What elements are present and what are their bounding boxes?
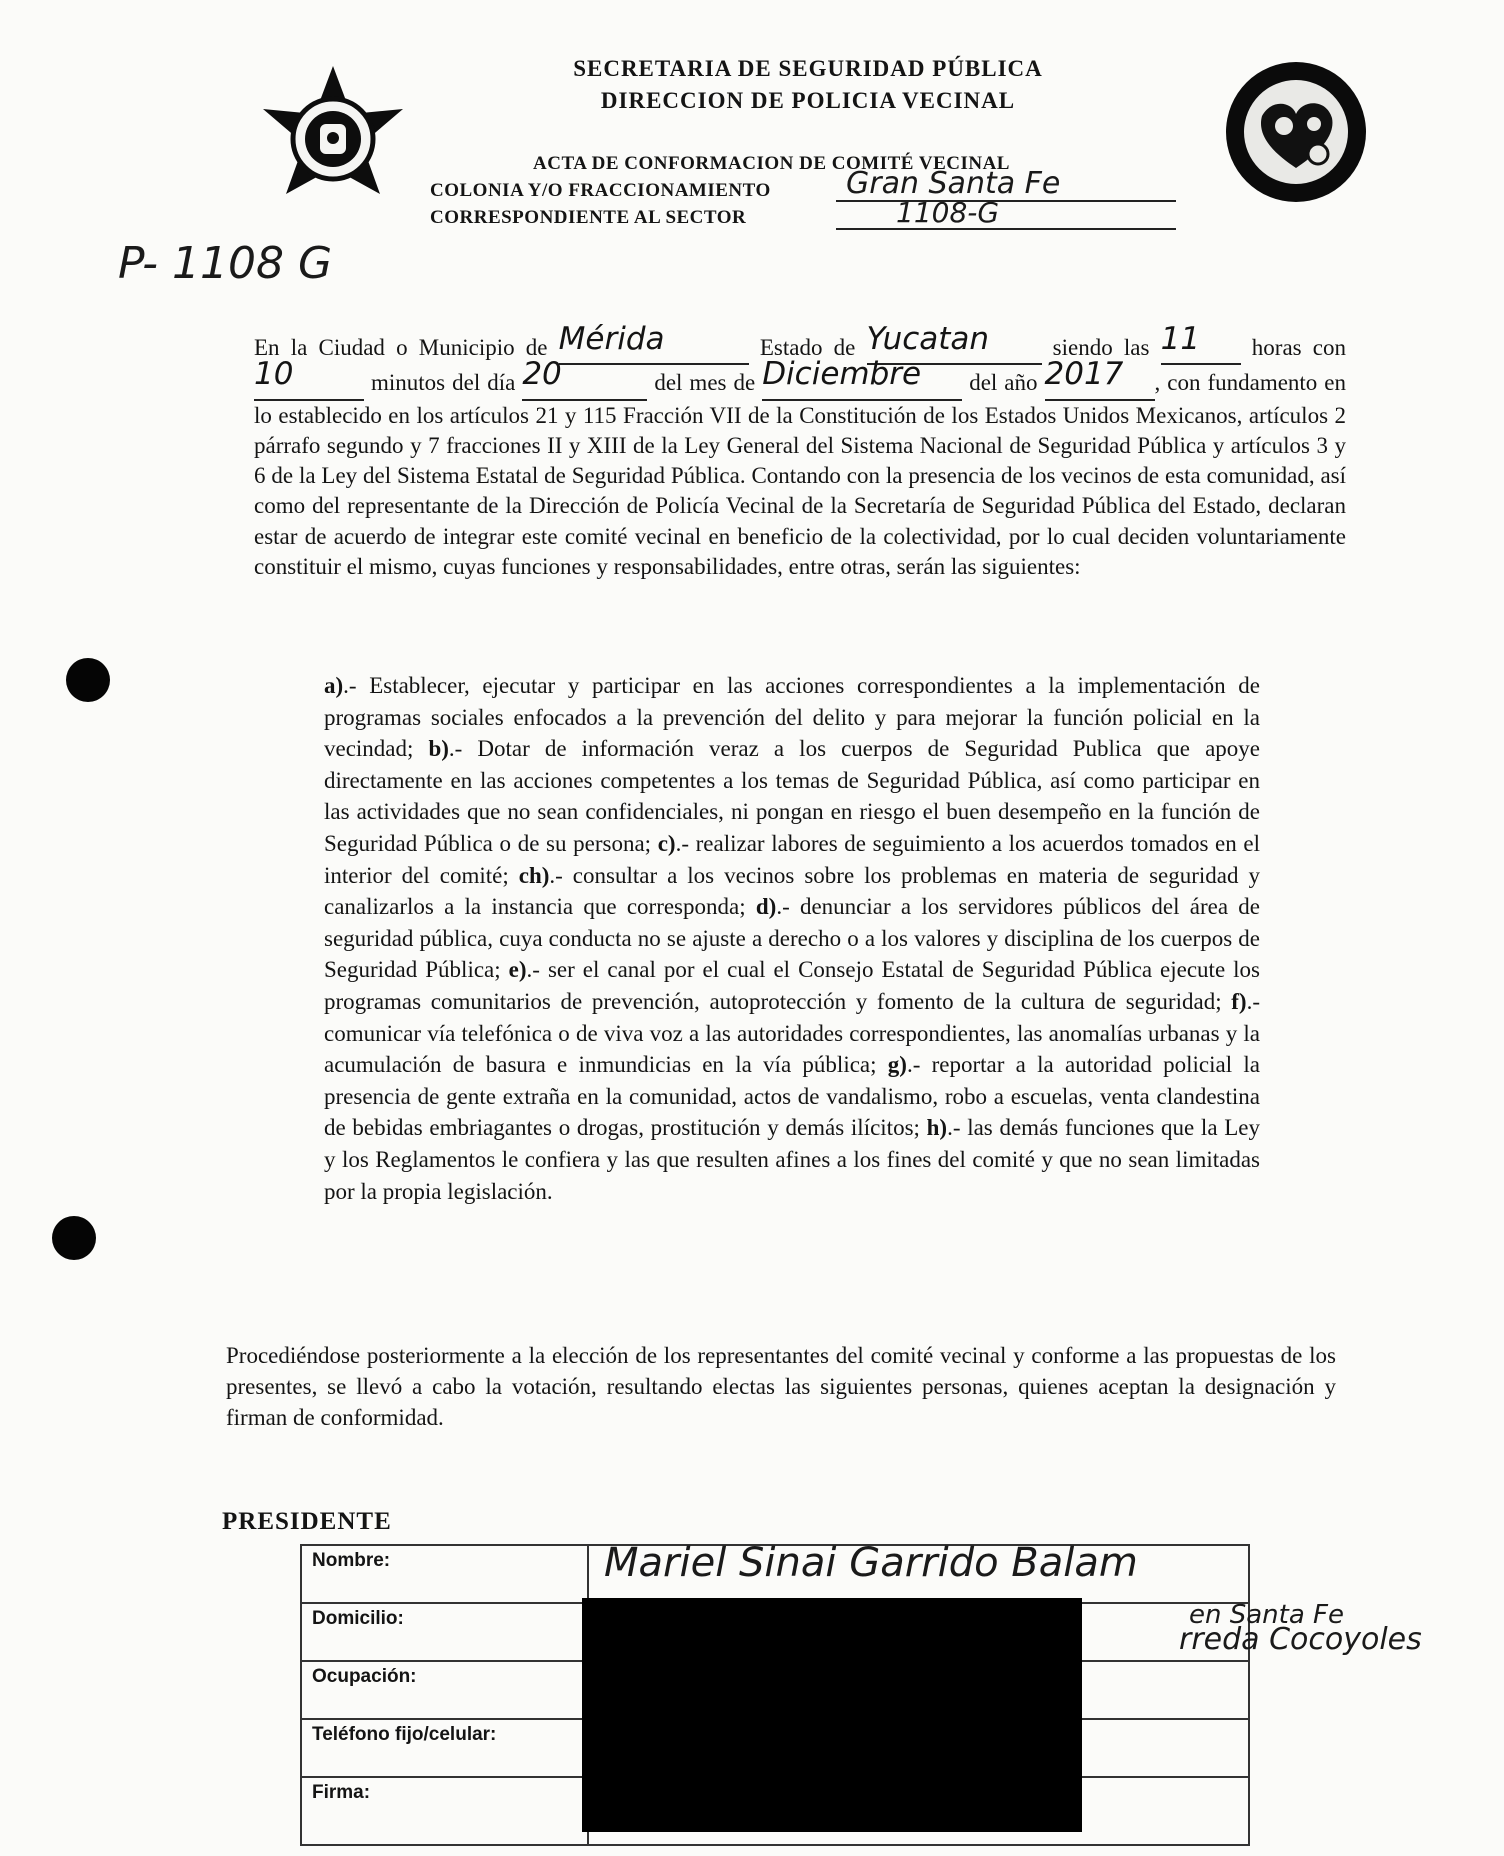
mes-field: Diciembre bbox=[762, 365, 962, 400]
closing-paragraph: Procediéndose posteriormente a la elección de los representantes del comité vecinal y conforme a las propuestas de los presentes, se llevó a cabo la votación, resultando electas las siguientes personas, quienes aceptan la designación y firman de conformidad. bbox=[226, 1343, 1336, 1430]
colonia-label: COLONIA Y/O FRACCIONAMIENTO bbox=[430, 180, 771, 201]
binder-hole-top bbox=[66, 658, 110, 702]
colonia-field bbox=[836, 166, 1176, 202]
binder-hole-bottom bbox=[52, 1216, 96, 1260]
colonia-value: Gran Santa Fe bbox=[846, 166, 1061, 201]
ocupacion-label: Ocupación: bbox=[301, 1661, 588, 1719]
sector-label: CORRESPONDIENTE AL SECTOR bbox=[430, 207, 747, 228]
sector-value: 1108-G bbox=[896, 196, 1000, 229]
vecinal-seal-logo bbox=[1222, 58, 1370, 206]
estado-field: Yucatan bbox=[867, 330, 1042, 365]
header-directorate: DIRECCION DE POLICIA VECINAL bbox=[600, 88, 1016, 113]
hora-field: 11 bbox=[1161, 330, 1241, 365]
domicilio-label: Domicilio: bbox=[301, 1603, 588, 1661]
sector-field bbox=[836, 196, 1176, 230]
anio-field: 2017 bbox=[1045, 365, 1155, 400]
nombre-label: Nombre: bbox=[301, 1545, 588, 1603]
domicilio-value-1: en Santa Fe bbox=[1189, 1600, 1344, 1630]
functions-list: a).- Establecer, ejecutar y participar en las acciones correspondientes a la implementación de programas sociales enfocados a la prevención del delito y para mejorar la función policial en la vecindad; b).- Dotar de información veraz a los cuerpos de Seguridad Publica que apoye directamente en las acciones competentes a los temas de Seguridad Pública, así como participar en las actividades que no sean confidenciales, ni pongan en riesgo el buen desempeño en la función de Seguridad Pública o de su persona; c).- realizar labores de seguimiento a los acuerdos tomados en el interior del comité; ch).- consultar a los vecinos sobre los problemas en materia de seguridad y canalizarlos a la instancia que corresponda; d).- denunciar a los servidores públicos del área de seguridad pública, cuya conducta no se ajuste a derecho o a los valores y disciplina de los cuerpos de Seguridad Pública; e).- ser el canal por el cual el Consejo Estatal de Seguridad Pública ejecute los programas comunitarios de prevención, autoprotección y fomento de la cultura de seguridad; f).- comunicar vía telefónica o de viva voz a las autoridades correspondientes, las anomalías urbanas y la acumulación de basura e inmundicias en la vía pública; g).- reportar a la autoridad policial la presencia de gente extraña en la comunidad, actos de vandalismo, robo a escuelas, venta clandestina de bebidas embriagantes o drogas, prostitución y demás ilícitos; h).- las demás funciones que la Ley y los Reglamentos le confiera y las que resulten afines a los fines del comité y que no sean limitadas por la propia legislación. bbox=[324, 673, 1260, 1204]
intro-paragraph: En la Ciudad o Municipio de Mérida Estado de Yucatan siendo las 11 horas con 10 minutos del día 20 del mes de Diciembre del año 2017 , con fundamento en lo establecido en los artículos 21 y 115 Fracción VII de la Constitución de los Estados Unidos Mexicanos, artículos 2 párrafo segundo y 7 fracciones II y XIII de la Ley General del Sistema Nacional de Seguridad Pública y artículos 3 y 6 de la Ley del Sistema Estatal de Seguridad Pública. Contando con la presencia de los vecinos de esta comunidad, así como del representante de la Dirección de Policía Vecinal de la Secretaría de Seguridad Pública del Estado, declaran estar de acuerdo de integrar este comité vecinal en beneficio de la colectividad, por lo cual deciden voluntariamente constituir el mismo, cuyas funciones y responsabilidades, entre otras, serán las siguientes: bbox=[254, 321, 1347, 580]
president-heading: PRESIDENTE bbox=[222, 1508, 392, 1535]
nombre-value: Mariel Sinai Garrido Balam bbox=[604, 1540, 1138, 1586]
handwritten-margin-note: P- 1108 G bbox=[118, 238, 333, 289]
telefono-label: Teléfono fijo/celular: bbox=[301, 1719, 588, 1777]
acta-title: ACTA DE CONFORMACION DE COMITÉ VECINAL bbox=[533, 153, 1010, 174]
dia-field: 20 bbox=[522, 365, 647, 400]
municipio-field: Mérida bbox=[559, 330, 749, 365]
domicilio-value-2: rreda Cocoyoles bbox=[1179, 1622, 1422, 1657]
redaction-block bbox=[582, 1598, 1082, 1832]
firma-label: Firma: bbox=[301, 1777, 588, 1845]
police-star-emblem bbox=[258, 64, 408, 214]
minutos-field: 10 bbox=[254, 365, 364, 400]
header-ministry: SECRETARIA DE SEGURIDAD PÚBLICA bbox=[573, 56, 1043, 81]
nombre-value-cell[interactable] bbox=[588, 1540, 1249, 1603]
form-row-nombre bbox=[301, 1545, 1249, 1603]
